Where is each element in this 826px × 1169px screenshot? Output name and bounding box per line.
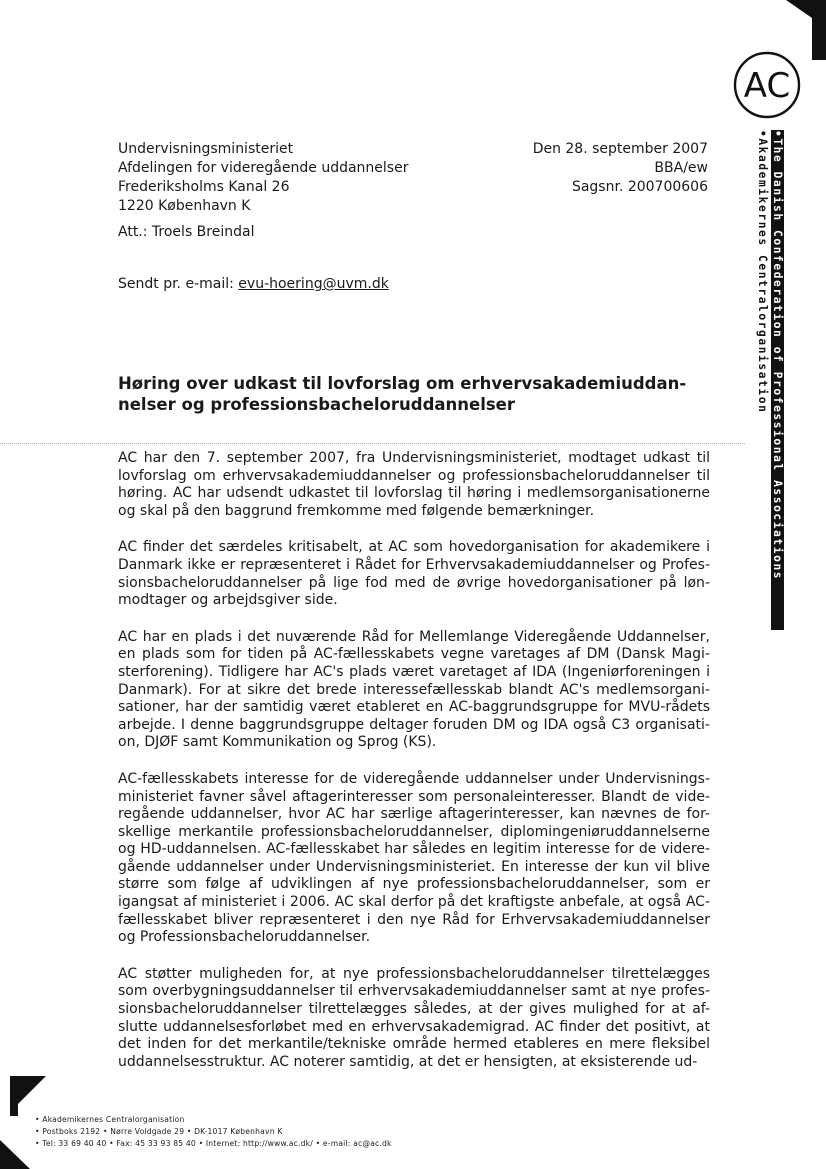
- sent-by-email: [118, 276, 389, 292]
- ac-logo: [732, 50, 802, 120]
- address-line: Undervisningsministeriet: [118, 141, 294, 157]
- logo-text: AC: [743, 66, 791, 106]
- divider: [0, 443, 745, 444]
- side-text-danish: •Akademikernes Centralorganisation: [756, 130, 769, 414]
- recipient-address: [118, 140, 408, 216]
- address-line: Afdelingen for videregående uddannelser: [118, 160, 409, 176]
- address-line: 1220 København K: [118, 198, 251, 214]
- sent-prefix: Sendt pr. e-mail:: [118, 276, 239, 292]
- corner-mark-icon: [10, 1076, 50, 1116]
- body-paragraph: AC støtter muligheden for, at nye professionsbacheloruddannelser tilrettelægges som overbygningsuddannelser til erhvervsakademiuddannelser samt at nye profes-sionsbacheloruddannelser tilrettelægges således, at der gives mulighed for at af-slutte uddannelsesforløbet med en erhvervsakademigrad. AC finder det positivt, at det inden for det merkantile/tekniske område hermed etableres en mere fleksibel uddannelsesstruktur. AC noterer samtidig, at det er hensigten, at eksisterende ud-: [118, 965, 710, 1070]
- footer-line: • Postboks 2192 • Nørre Voldgade 29 • DK-1017 København K: [35, 1127, 283, 1136]
- letter-title: [118, 373, 718, 415]
- side-stripe: [754, 130, 784, 630]
- address-line: Frederiksholms Kanal 26: [118, 179, 290, 195]
- letter-initials: BBA/ew: [654, 160, 708, 176]
- corner-mark-icon: [0, 1140, 30, 1169]
- letter-date: Den 28. september 2007: [532, 141, 708, 157]
- case-number: Sagsnr. 200700606: [571, 179, 708, 195]
- title-line-1: Høring over udkast til lovforslag om erhvervsakademiuddan-: [118, 374, 687, 393]
- email-link[interactable]: evu-hoering@uvm.dk: [238, 276, 389, 292]
- side-text-english: •The Danish Confederation of Professional Associations: [771, 130, 784, 630]
- letter-footer: [35, 1114, 392, 1150]
- footer-line: • Akademikernes Centralorganisation: [35, 1115, 185, 1124]
- body-paragraph: AC finder det særdeles kritisabelt, at AC som hovedorganisation for akademikere i Danmark ikke er repræsenteret i Rådet for Erhvervsakademiuddannelser og Profes-sionsbacheloruddannelser på lige fod med de øvrige hovedorganisationer på løn-modtager og arbejdsgiver side.: [118, 539, 710, 609]
- footer-line: • Tel: 33 69 40 40 • Fax: 45 33 93 85 40 • Internet: http://www.ac.dk/ • e-mail: ac@ac.dk: [35, 1139, 392, 1148]
- body-paragraph: AC har den 7. september 2007, fra Undervisningsministeriet, modtaget udkast til lovforslag om erhvervsakademiuddannelser og professionsbacheloruddannelser til høring. AC har udsendt udkastet til lovforslag til høring i medlemsorganisationerne og skal på den baggrund fremkomme med følgende bemærkninger.: [118, 450, 710, 519]
- reference-block: [480, 140, 708, 197]
- body-paragraph: AC har en plads i det nuværende Råd for Mellemlange Videregående Uddannelser, en plads som for tiden på AC-fællesskabets vegne varetages af DM (Dansk Magi-sterforening). Tidligere har AC's plads været varetaget af IDA (Ingeniørforeningen i Danmark). For at sikre det brede interessefællesskab blandt AC's medlemsorgani-sationer, har der samtidig været etableret en AC-baggrundsgruppe for MVU-rådets arbejde. I denne baggrundsgruppe deltager foruden DM og IDA også C3 organisati-on, DJØF samt Kommunikation og Sprog (KS).: [118, 628, 710, 751]
- body-paragraph: AC-fællesskabets interesse for de videregående uddannelser under Undervisnings-ministeriet favner såvel aftagerinteresser som personaleinteresser. Blandt de vide-regående uddannelser, hvor AC har særlige aftagerinteresser, kan nævnes de for-skellige merkantile professionsbacheloruddannelser, diplomingeniøruddannelserne og HD-uddannelsen. AC-fællesskabet har således en legitim interesse for de videre-gående uddannelser under Undervisningsministeriet. En interesse der kun vil blive større som følge af udviklingen af nye professionsbacheloruddannelser, som er igangsat af ministeriet i 2006. AC skal derfor på det kraftigste anbefale, at også AC-fællesskabet bliver repræsenteret i den nye Råd for Erhvervsakademiuddannelser og Professionsbacheloruddannelser.: [118, 770, 710, 946]
- letter-body: [118, 450, 710, 1090]
- title-line-2: nelser og professionsbacheloruddannelser: [118, 395, 516, 414]
- attention-line: Att.: Troels Breindal: [118, 224, 255, 240]
